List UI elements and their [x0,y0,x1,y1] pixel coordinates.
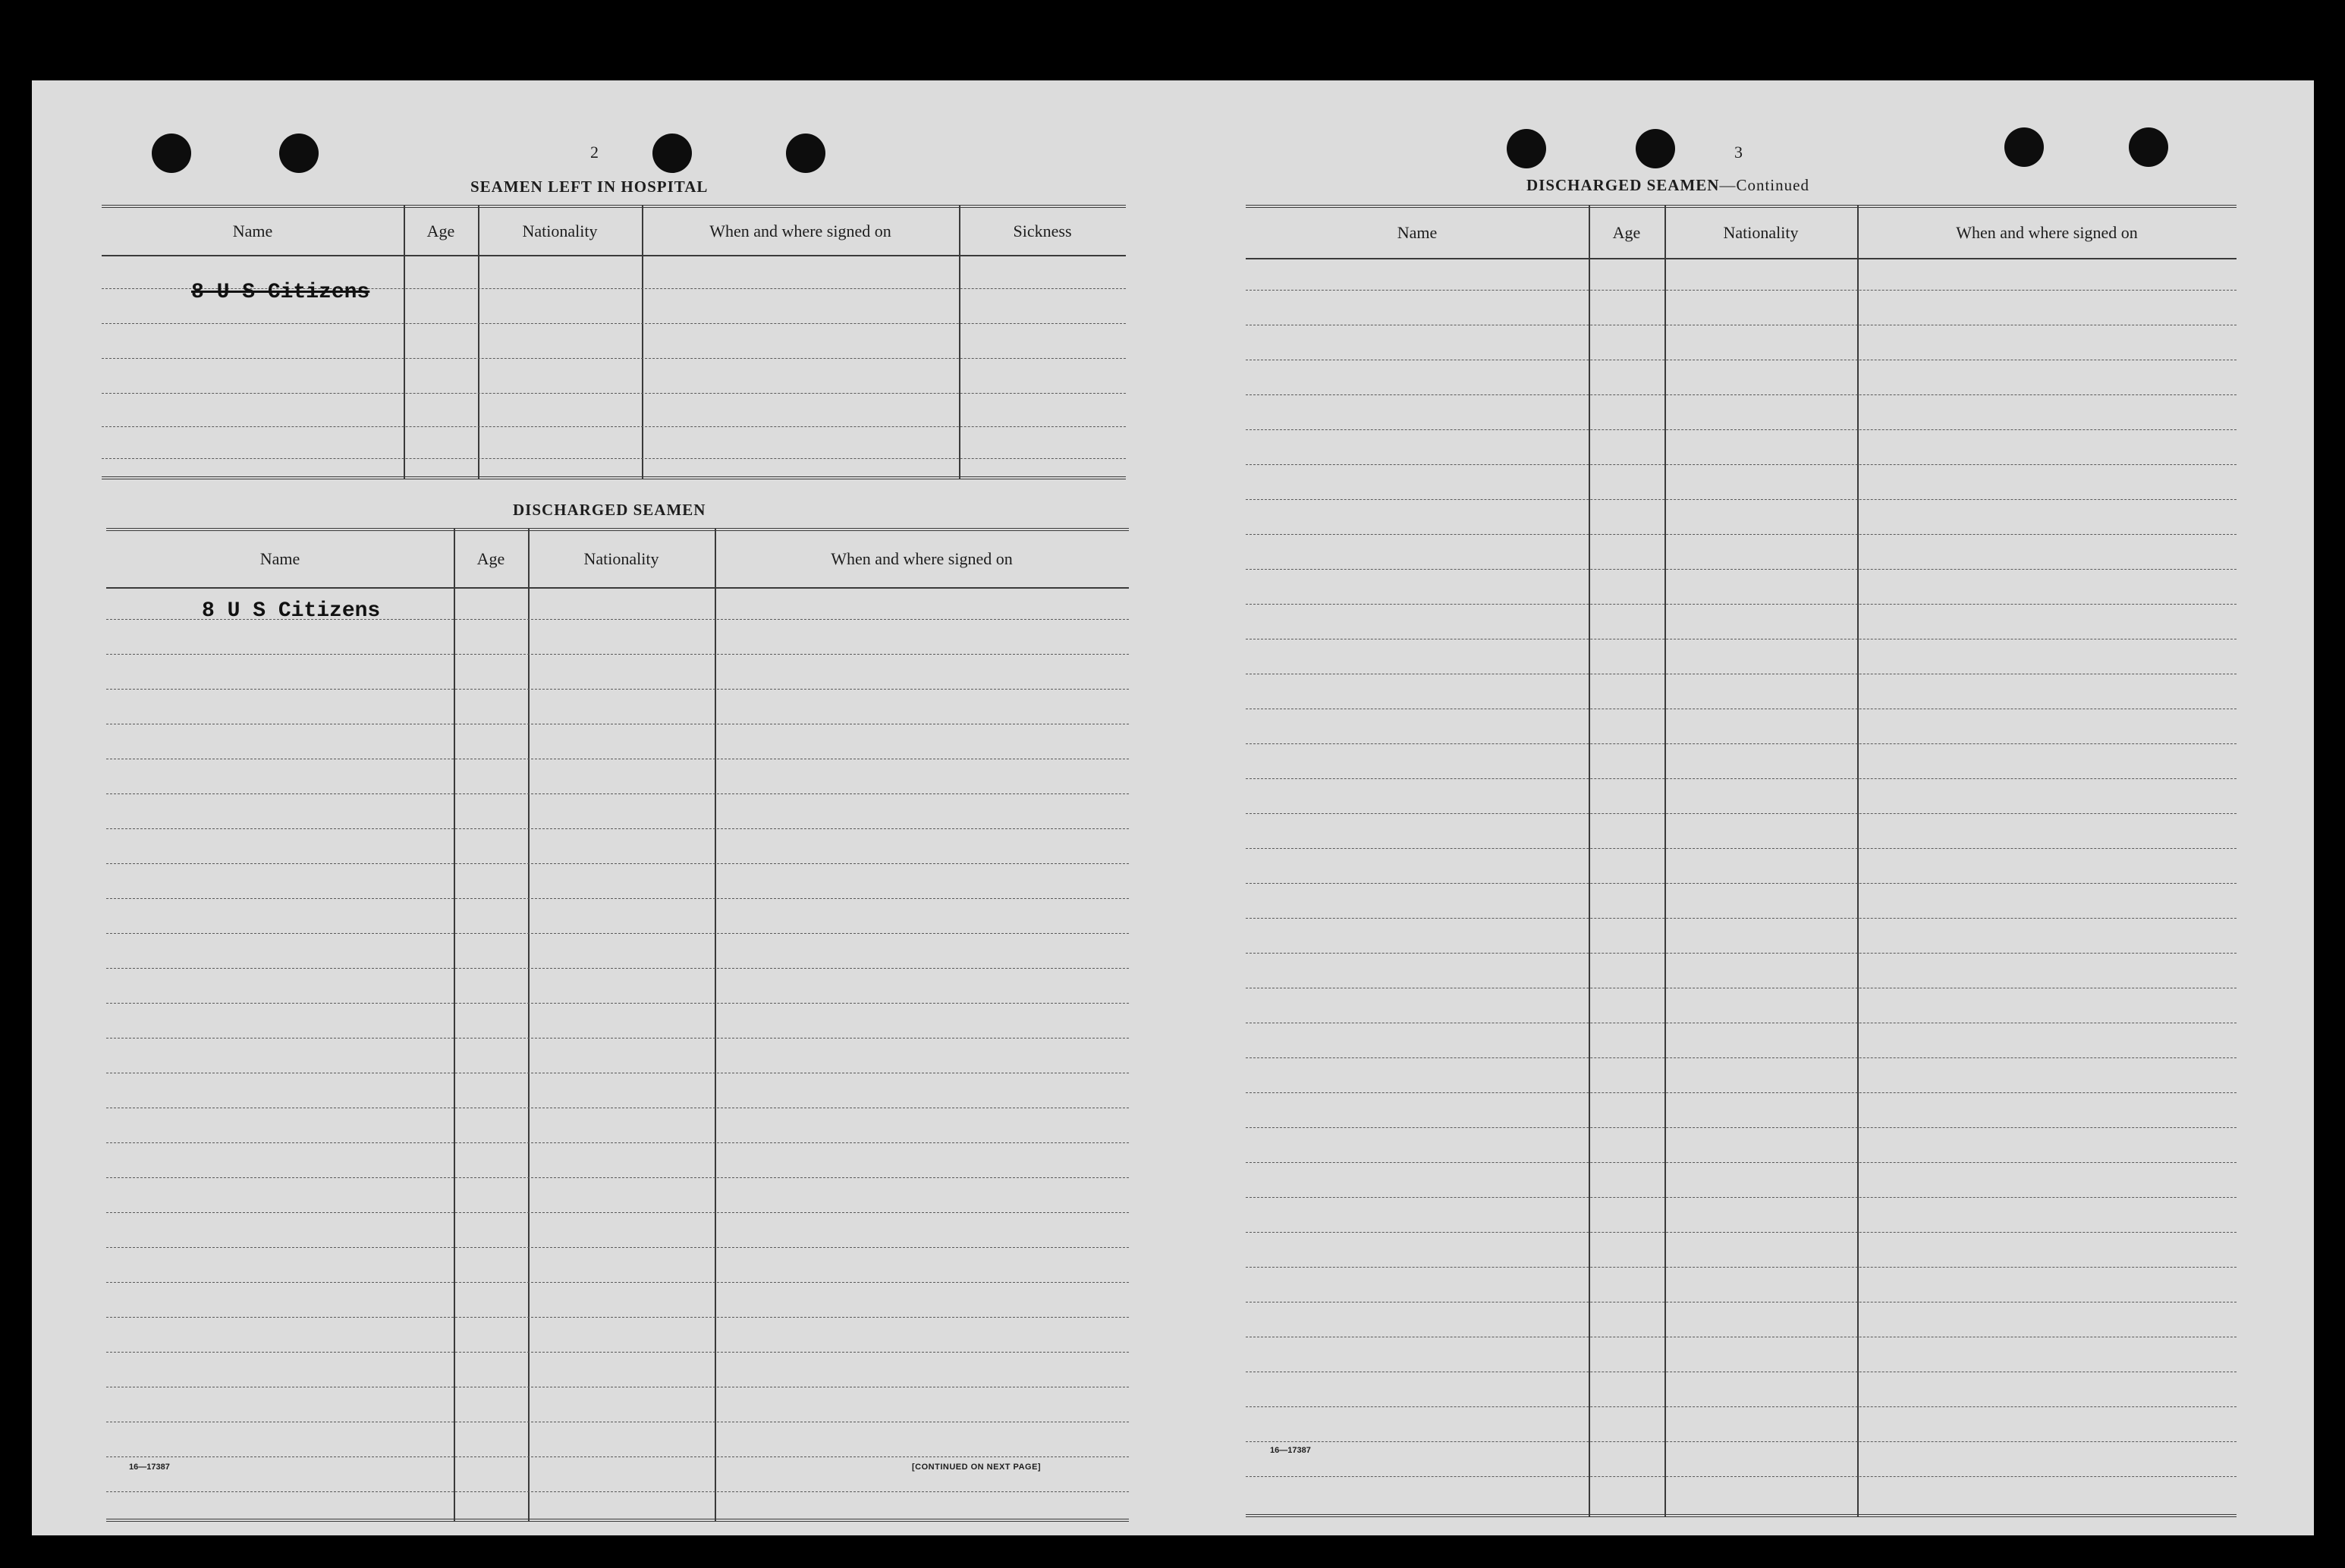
hospital-col-signed-on: When and where signed on [709,222,891,240]
right-page-number: 3 [1734,143,1743,162]
punch-hole [1507,129,1546,168]
discharged-col-name: Name [259,549,300,568]
right-col-signed-on: When and where signed on [1956,223,2138,242]
right-col-age: Age [1612,223,1641,242]
right-col-nationality: Nationality [1723,223,1799,242]
punch-hole [1636,129,1675,168]
right-form-code: 16—17387 [1270,1446,1311,1455]
hospital-col-sickness: Sickness [1013,222,1072,240]
punch-hole [152,134,191,173]
discharged-table-left [106,528,1129,1522]
discharged-col-age: Age [476,549,505,568]
discharged-continued-title [1526,176,1809,195]
discharged-continued-title-main: DISCHARGED SEAMEN [1526,176,1720,194]
hospital-section-title: SEAMEN LEFT IN HOSPITAL [470,178,709,196]
punch-hole [786,134,825,173]
hospital-table [102,205,1126,479]
hospital-entry: 8 U S Citizens [191,281,370,304]
document-sheet [32,80,2314,1535]
discharged-col-nationality: Nationality [583,549,659,568]
left-form-code: 16—17387 [129,1463,170,1472]
right-col-name: Name [1397,223,1438,242]
hospital-col-nationality: Nationality [522,222,598,240]
continued-footer: [CONTINUED ON NEXT PAGE] [912,1463,1042,1472]
punch-hole [279,134,319,173]
discharged-col-signed-on: When and where signed on [831,549,1013,568]
hospital-col-name: Name [232,222,273,240]
discharged-section-title: DISCHARGED SEAMEN [513,501,706,519]
punch-hole [2129,127,2168,167]
left-page-number: 2 [590,143,599,162]
hospital-col-age: Age [426,222,455,240]
discharged-entry: 8 U S Citizens [202,599,381,623]
discharged-table-right [1246,205,2237,1517]
punch-hole [2004,127,2044,167]
discharged-continued-title-suffix: —Continued [1719,176,1809,194]
punch-hole [652,134,692,173]
